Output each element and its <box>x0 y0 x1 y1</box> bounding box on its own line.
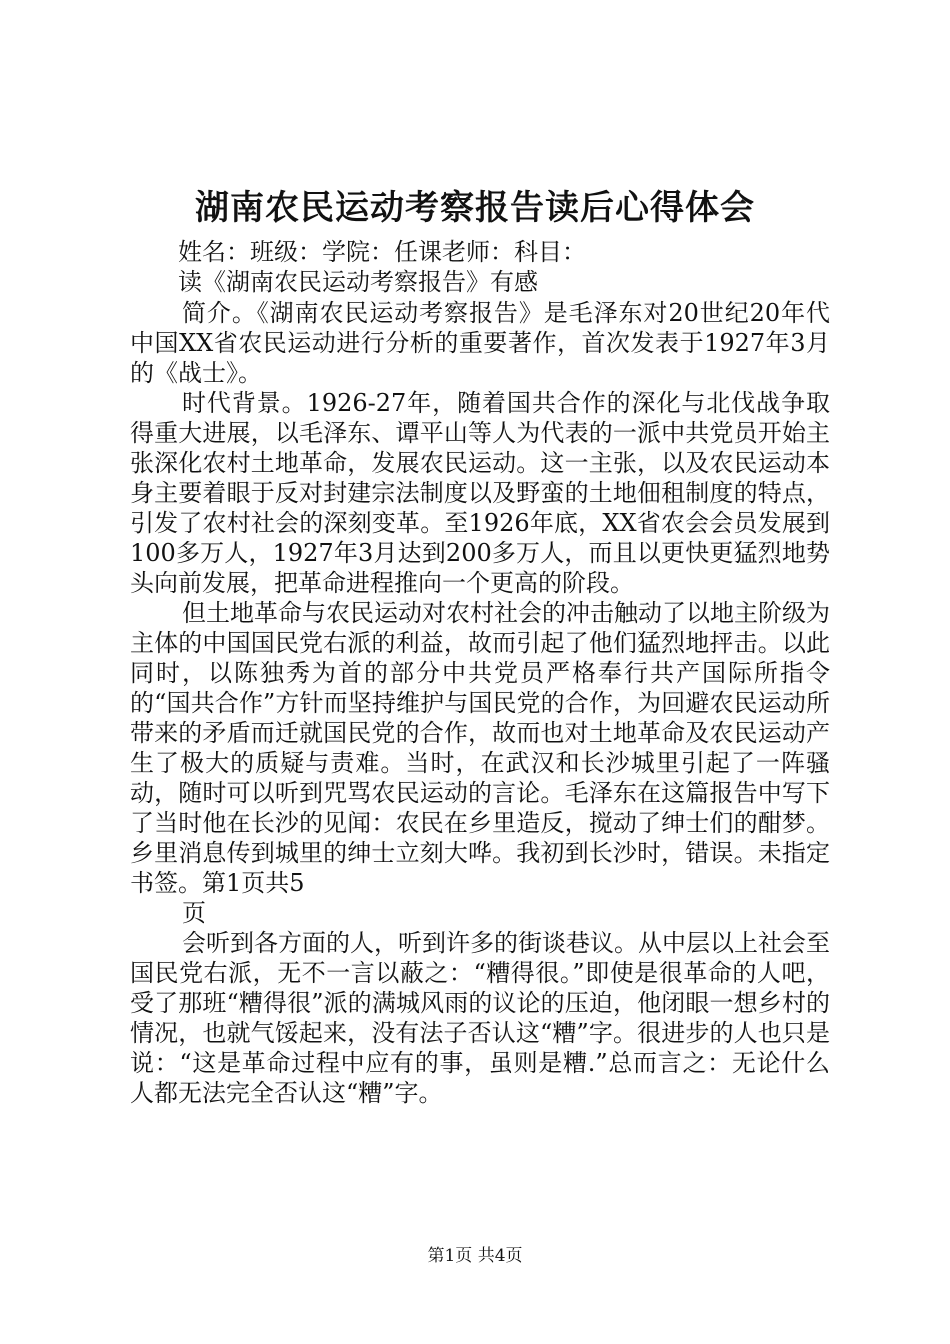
paragraph-conflict: 但土地革命与农民运动对农村社会的冲击触动了以地主阶级为主体的中国国民党右派的利益，故而引起了他们猛烈地抨击。以此同时，以陈独秀为首的部分中共党员严格奉行共产国际所指令的“国共合作”方针而坚持维护与国民党的合作，为回避农民运动所带来的矛盾而迁就国民党的合作，故而也对土地革命及农民运动产生了极大的质疑与责难。当时，在武汉和长沙城里引起了一阵骚动，随时可以听到咒骂农民运动的言论。毛泽东在这篇报告中写下了当时他在长沙的见闻：农民在乡里造反，搅动了绅士们的酣梦。乡里消息传到城里的绅士立刻大哗。我初到长沙时，错误。未指定书签。第1页共5 <box>130 599 830 897</box>
paragraph-page-marker: 页 <box>182 899 206 927</box>
document-title: 湖南农民运动考察报告读后心得体会 <box>195 188 755 228</box>
subtitle: 读《湖南农民运动考察报告》有感 <box>178 268 538 296</box>
paragraph-background: 时代背景。1926-27年，随着国共合作的深化与北伐战争取得重大进展，以毛泽东、谭平山等人为代表的一派中共党员开始主张深化农村土地革命，发展农民运动。这一主张，以及农民运动本身主要着眼于反对封建宗法制度以及野蛮的土地佃租制度的特点，引发了农村社会的深刻变革。至1926年底，XX省农会会员发展到100多万人，1927年3月达到200多万人，而且以更快更猛烈地势头向前发展，把革命进程推向一个更高的阶段。 <box>130 389 830 597</box>
body-text <box>130 298 830 1108</box>
page-footer: 第1页 共4页 <box>427 1246 523 1266</box>
paragraph-intro: 简介。《湖南农民运动考察报告》是毛泽东对20世纪20年代中国XX省农民运动进行分析的重要著作，首次发表于1927年3月的《战士》。 <box>130 299 830 387</box>
paragraph-quote: 会听到各方面的人，听到许多的街谈巷议。从中层以上社会至国民党右派，无不一言以蔽之：“糟得很。”即使是很革命的人吧，受了那班“糟得很”派的满城风雨的议论的压迫，他闭眼一想乡村的情况，也就气馁起来，没有法子否认这“糟”字。很进步的人也只是说：“这是革命过程中应有的事，虽则是糟.”总而言之：无论什么人都无法完全否认这“糟”字。 <box>130 929 830 1107</box>
meta-line: 姓名：班级：学院：任课老师：科目： <box>178 238 586 266</box>
